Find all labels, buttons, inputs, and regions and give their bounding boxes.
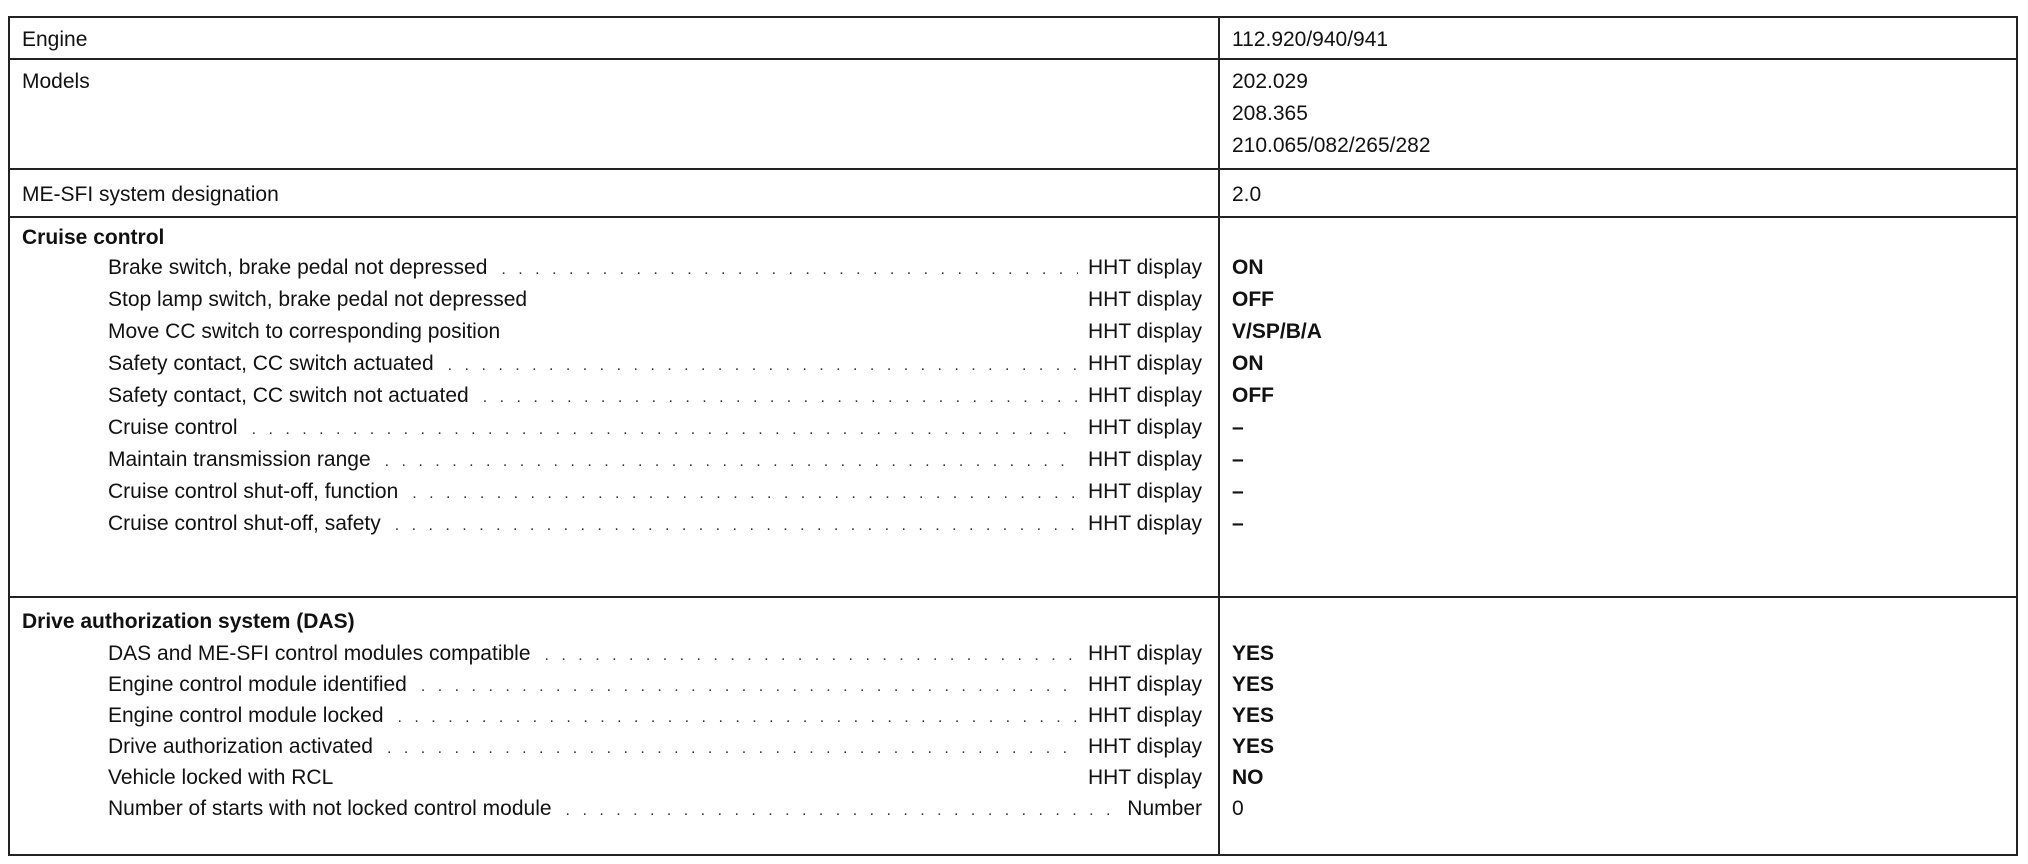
value-cell: – xyxy=(1232,480,1244,503)
value-cell: NO xyxy=(1232,766,1264,789)
value-cell: – xyxy=(1232,448,1244,471)
value-cell: YES xyxy=(1232,673,1275,696)
list-item: Cruise control shut-off, safety . . . HHT display xyxy=(108,508,1202,539)
cruise-control-section xyxy=(10,218,2016,598)
list-item: Move CC switch to corresponding position HHT display xyxy=(108,320,1202,343)
value-cell: 0 xyxy=(1232,797,1244,820)
list-item: Stop lamp switch, brake pedal not depressed HHT display xyxy=(108,288,1202,311)
list-item: Safety contact, CC switch not actuated . . . HHT display xyxy=(108,380,1202,411)
list-item: Number of starts with not locked control module . . . Number xyxy=(108,793,1202,824)
value-cell: YES xyxy=(1232,642,1275,665)
value-cell: YES xyxy=(1232,735,1275,758)
value-cell: OFF xyxy=(1232,384,1274,407)
system-value: 2.0 xyxy=(1232,183,1262,206)
list-item: Brake switch, brake pedal not depressed . . . HHT display xyxy=(108,252,1202,283)
list-item: Engine control module locked . . . HHT display xyxy=(108,700,1202,731)
das-heading: Drive authorization system (DAS) xyxy=(22,610,355,633)
list-item: Cruise control shut-off, function . . . HHT display xyxy=(108,476,1202,507)
value-cell: OFF xyxy=(1232,288,1274,311)
model-value: 202.029 xyxy=(1232,70,1308,93)
value-cell: – xyxy=(1232,416,1244,439)
model-value: 210.065/082/265/282 xyxy=(1232,134,1431,157)
list-item: Cruise control . . . HHT display xyxy=(108,412,1202,443)
list-item: DAS and ME-SFI control modules compatible . . . HHT display xyxy=(108,638,1202,669)
engine-row xyxy=(10,18,2016,60)
engine-value: 112.920/940/941 xyxy=(1232,28,1389,51)
list-item: Safety contact, CC switch actuated . . . HHT display xyxy=(108,348,1202,379)
model-value: 208.365 xyxy=(1232,102,1308,125)
value-cell: – xyxy=(1232,512,1244,535)
list-item: Vehicle locked with RCL HHT display xyxy=(108,766,1202,789)
value-cell: YES xyxy=(1232,704,1275,727)
system-label: ME-SFI system designation xyxy=(22,183,279,206)
models-row xyxy=(10,60,2016,170)
system-row xyxy=(10,170,2016,218)
value-cell: ON xyxy=(1232,256,1264,279)
list-item: Engine control module identified . . . HHT display xyxy=(108,669,1202,700)
spec-table xyxy=(8,16,2018,856)
list-item: Drive authorization activated . . . HHT display xyxy=(108,731,1202,762)
cruise-control-heading: Cruise control xyxy=(22,226,165,249)
value-cell: ON xyxy=(1232,352,1264,375)
list-item: Maintain transmission range . . . HHT display xyxy=(108,444,1202,475)
value-cell: V/SP/B/A xyxy=(1232,320,1322,343)
engine-label: Engine xyxy=(22,28,88,51)
das-section xyxy=(10,598,2016,854)
models-label: Models xyxy=(22,70,90,93)
